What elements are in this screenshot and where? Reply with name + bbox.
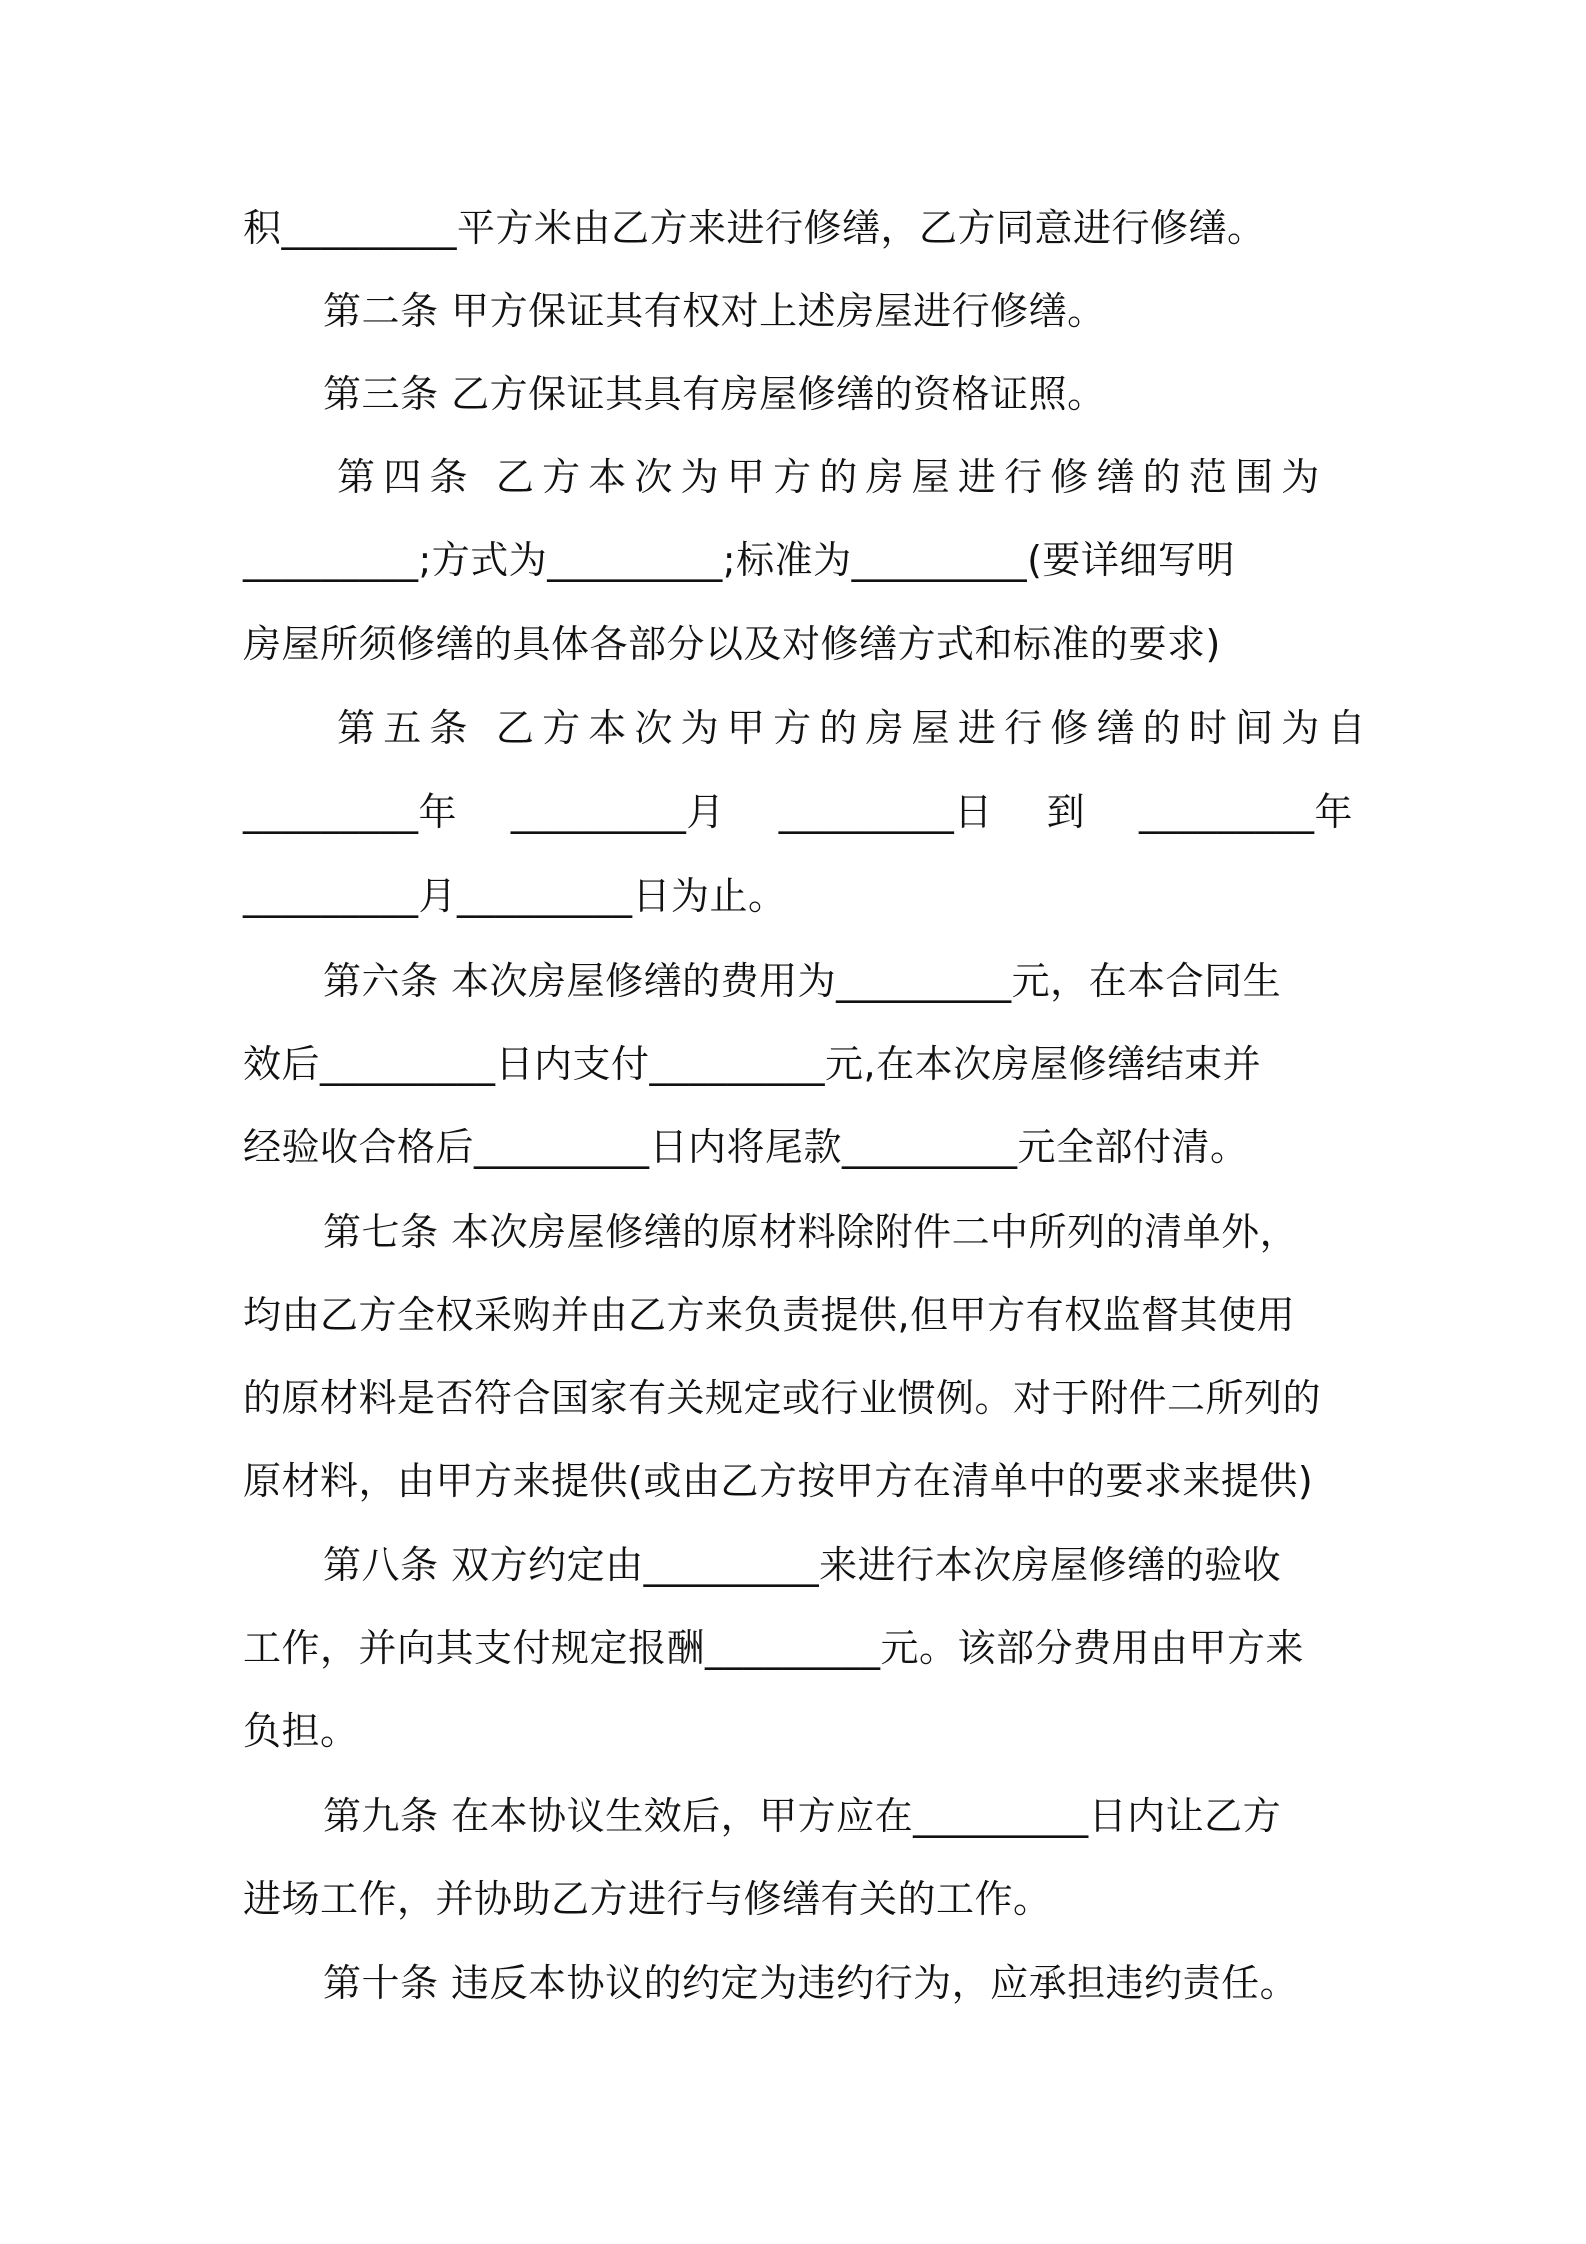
text-line-5: _________;方式为_________;标准为_________(要详细写明	[243, 538, 1235, 582]
text-line-19: 负担。	[243, 1709, 359, 1753]
start-day-blank: _________日	[778, 790, 993, 834]
article-5: 第五条 乙方本次为甲方的房屋进行修缮的时间为自	[337, 706, 1374, 750]
text-line-18: 工作，并向其支付规定报酬_________元。该部分费用由甲方来	[243, 1626, 1305, 1670]
text-line-1: 积_________平方米由乙方来进行修缮，乙方同意进行修缮。	[243, 206, 1266, 250]
text-line-15: 的原材料是否符合国家有关规定或行业惯例。对于附件二所列的	[243, 1376, 1322, 1420]
text-line-16: 原材料，由甲方来提供(或由乙方按甲方在清单中的要求来提供)	[243, 1459, 1314, 1503]
text-line-11: 效后_________日内支付_________元,在本次房屋修缮结束并	[243, 1042, 1262, 1086]
start-year-blank: _________年	[243, 790, 458, 834]
article-7: 第七条 本次房屋修缮的原材料除附件二中所列的清单外，	[323, 1210, 1299, 1254]
date-range-row	[243, 786, 1353, 838]
end-year-blank: _________年	[1138, 790, 1353, 834]
article-8: 第八条 双方约定由_________来进行本次房屋修缮的验收	[323, 1543, 1282, 1587]
text-line-21: 进场工作，并协助乙方进行与修缮有关的工作。	[243, 1877, 1052, 1921]
text-line-9: _________月_________日为止。	[243, 874, 787, 918]
text-line-6: 房屋所须修缮的具体各部分以及对修缮方式和标准的要求)	[243, 622, 1221, 666]
article-10: 第十条 违反本协议的约定为违约行为，应承担违约责任。	[323, 1961, 1299, 2005]
text-line-14: 均由乙方全权采购并由乙方来负责提供,但甲方有权监督其使用	[243, 1293, 1296, 1337]
start-month-blank: _________月	[510, 790, 725, 834]
article-2: 第二条 甲方保证其有权对上述房屋进行修缮。	[323, 289, 1106, 333]
article-4: 第四条 乙方本次为甲方的房屋进行修缮的范围为	[337, 455, 1328, 499]
to-word: 到	[1046, 790, 1086, 834]
article-9: 第九条 在本协议生效后，甲方应在_________日内让乙方	[323, 1794, 1282, 1838]
text-line-12: 经验收合格后_________日内将尾款_________元全部付清。	[243, 1125, 1249, 1169]
article-6: 第六条 本次房屋修缮的费用为_________元，在本合同生	[323, 959, 1282, 1003]
article-3: 第三条 乙方保证其具有房屋修缮的资格证照。	[323, 372, 1106, 416]
